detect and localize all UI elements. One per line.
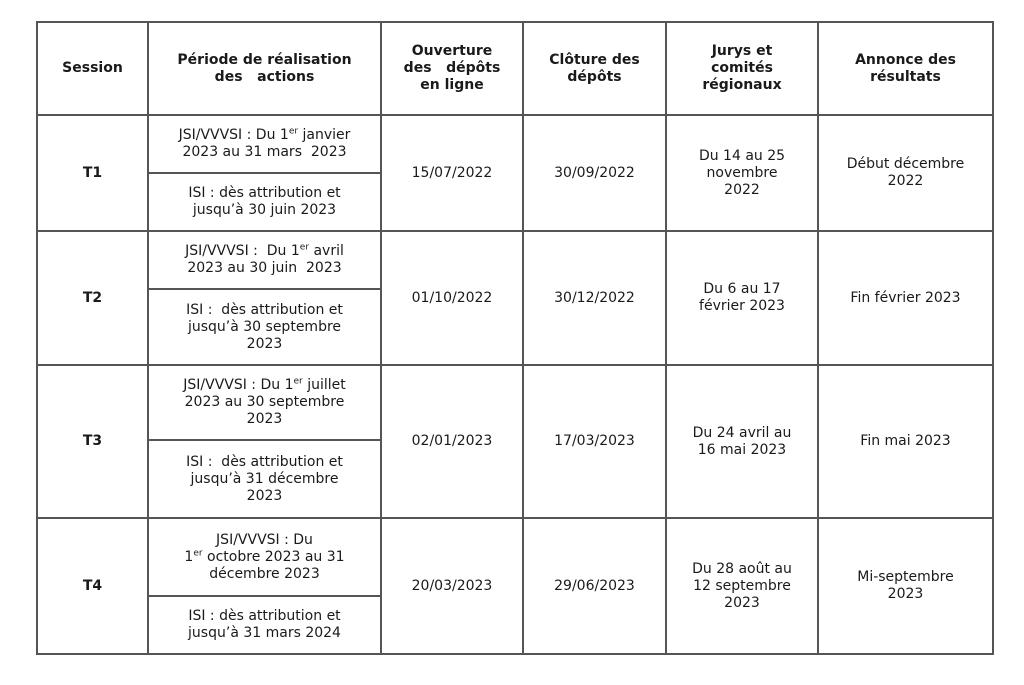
table-row [37,231,993,289]
header-cloture: Clôture des dépôts [523,22,666,115]
table-row [37,518,993,596]
header-periode: Période de réalisation des actions [148,22,381,115]
cloture-cell: 17/03/2023 [523,365,666,518]
schedule-table [36,21,994,655]
jurys-cell: Du 6 au 17 février 2023 [666,231,818,365]
session-cell: T4 [37,518,148,654]
jsi-period-cell: JSI/VVVSI : Du 1er juillet 2023 au 30 septembre 2023 [148,365,381,440]
jurys-cell: Du 28 août au 12 septembre 2023 [666,518,818,654]
header-row [37,22,993,115]
annonce-cell: Mi-septembre 2023 [818,518,993,654]
session-cell: T1 [37,115,148,231]
session-cell: T3 [37,365,148,518]
cloture-cell: 29/06/2023 [523,518,666,654]
isi-period-cell: ISI : dès attribution et jusqu’à 30 septembre 2023 [148,289,381,365]
jsi-period-cell: JSI/VVVSI : Du 1er janvier 2023 au 31 mars 2023 [148,115,381,173]
cloture-cell: 30/12/2022 [523,231,666,365]
header-ouverture: Ouverture des dépôts en ligne [381,22,523,115]
ouverture-cell: 02/01/2023 [381,365,523,518]
annonce-cell: Fin février 2023 [818,231,993,365]
isi-period-cell: ISI : dès attribution et jusqu’à 31 mars 2024 [148,596,381,654]
annonce-cell: Début décembre 2022 [818,115,993,231]
ouverture-cell: 20/03/2023 [381,518,523,654]
header-jurys: Jurys et comités régionaux [666,22,818,115]
ouverture-cell: 01/10/2022 [381,231,523,365]
cloture-cell: 30/09/2022 [523,115,666,231]
header-session: Session [37,22,148,115]
jurys-cell: Du 14 au 25 novembre 2022 [666,115,818,231]
isi-period-cell: ISI : dès attribution et jusqu’à 31 décembre 2023 [148,440,381,518]
header-annonce: Annonce des résultats [818,22,993,115]
session-cell: T2 [37,231,148,365]
jsi-period-cell: JSI/VVVSI : Du 1er octobre 2023 au 31 décembre 2023 [148,518,381,596]
ouverture-cell: 15/07/2022 [381,115,523,231]
annonce-cell: Fin mai 2023 [818,365,993,518]
jsi-period-cell: JSI/VVVSI : Du 1er avril 2023 au 30 juin 2023 [148,231,381,289]
jurys-cell: Du 24 avril au 16 mai 2023 [666,365,818,518]
table-row [37,115,993,173]
table-row [37,365,993,440]
isi-period-cell: ISI : dès attribution et jusqu’à 30 juin 2023 [148,173,381,231]
